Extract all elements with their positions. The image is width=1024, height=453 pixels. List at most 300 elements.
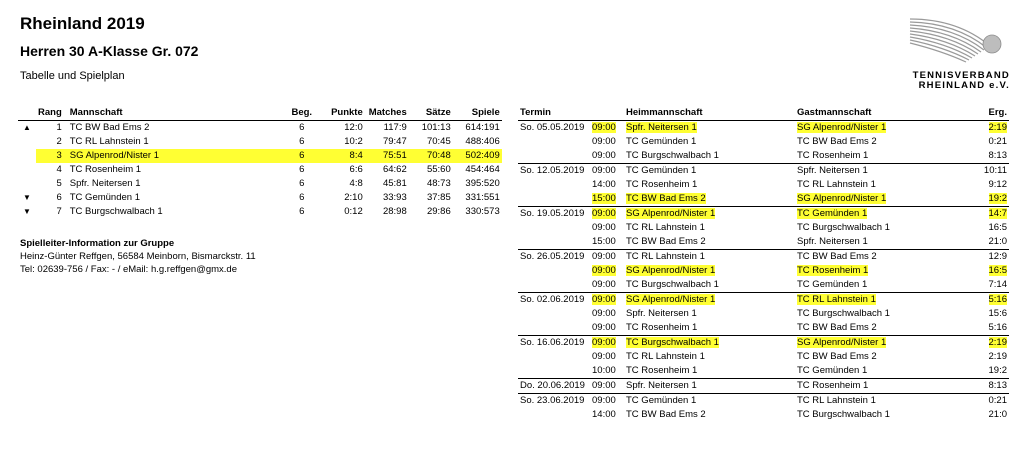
schedule-row <box>518 221 1009 235</box>
time-text: 15:00 <box>592 236 616 247</box>
home-team-text: TC Burgschwalbach 1 <box>626 337 719 348</box>
time-cell <box>590 264 620 278</box>
schedule-row <box>518 379 1009 394</box>
time-text: 14:00 <box>592 409 616 420</box>
guest-team-text: TC RL Lahnstein 1 <box>797 179 876 190</box>
result-text: 16:5 <box>988 265 1007 276</box>
date-cell: So. 23.06.2019 <box>518 394 590 409</box>
schedule-row <box>518 321 1009 336</box>
guest-team-cell <box>795 293 967 308</box>
result-text: 21:0 <box>988 409 1007 420</box>
spiele-header: Spiele <box>453 106 502 121</box>
schedule-row <box>518 207 1009 222</box>
punkte-cell: 2:10 <box>344 192 363 203</box>
date-cell <box>518 178 590 192</box>
punkte-header: Punkte <box>317 106 365 121</box>
rang-header: Rang <box>36 106 64 121</box>
guest-team-cell <box>795 336 967 351</box>
guest-team-text: TC Rosenheim 1 <box>797 380 869 391</box>
time-text: 10:00 <box>592 365 616 376</box>
date-cell: So. 05.05.2019 <box>518 121 590 136</box>
time-cell <box>590 379 620 394</box>
home-team-cell <box>620 278 795 293</box>
logo-text <box>902 71 1010 91</box>
standings-row <box>18 205 502 219</box>
standings-row <box>18 135 502 149</box>
time-cell <box>590 364 620 379</box>
result-text: 2:19 <box>988 337 1007 348</box>
arrow-cell <box>18 135 36 149</box>
home-team-cell <box>620 408 795 422</box>
time-text: 09:00 <box>592 208 616 219</box>
time-cell <box>590 149 620 164</box>
guest-team-text: SG Alpenrod/Nister 1 <box>797 337 887 348</box>
result-text: 2:19 <box>988 351 1007 362</box>
result-text: 9:12 <box>988 179 1007 190</box>
team-cell: TC RL Lahnstein 1 <box>69 136 149 147</box>
guest-team-text: TC Gemünden 1 <box>797 279 868 290</box>
matches-cell: 79:47 <box>382 136 407 147</box>
time-cell <box>590 307 620 321</box>
home-team-text: TC Burgschwalbach 1 <box>626 150 719 161</box>
guest-team-cell <box>795 221 967 235</box>
time-text: 09:00 <box>592 351 616 362</box>
schedule-row <box>518 293 1009 308</box>
guest-team-cell <box>795 192 967 207</box>
schedule-row <box>518 121 1009 136</box>
result-cell <box>967 250 1009 265</box>
guest-team-cell <box>795 250 967 265</box>
matches-cell: 64:62 <box>382 164 407 175</box>
result-cell <box>967 307 1009 321</box>
schedule-row <box>518 235 1009 250</box>
contact-heading: Spielleiter-Information zur Gruppe <box>20 238 175 249</box>
guest-team-text: TC Gemünden 1 <box>797 208 868 219</box>
date-cell <box>518 408 590 422</box>
result-cell <box>967 264 1009 278</box>
logo-line2: RHEINLAND e.V. <box>918 80 1010 91</box>
arrow-cell <box>18 163 36 177</box>
time-cell <box>590 336 620 351</box>
time-cell <box>590 221 620 235</box>
punkte-cell: 12:0 <box>344 122 363 133</box>
home-team-cell <box>620 149 795 164</box>
saetze-cell: 55:60 <box>426 164 451 175</box>
date-cell <box>518 192 590 207</box>
home-team-cell <box>620 350 795 364</box>
home-team-cell <box>620 178 795 192</box>
date-cell: So. 02.06.2019 <box>518 293 590 308</box>
time-cell <box>590 121 620 136</box>
saetze-cell: 101:13 <box>421 122 451 133</box>
time-text: 09:00 <box>592 395 616 406</box>
guest-team-text: SG Alpenrod/Nister 1 <box>797 193 887 204</box>
matches-cell: 75:51 <box>365 149 409 163</box>
guest-team-cell <box>795 121 967 136</box>
contact-info <box>20 237 256 276</box>
guest-team-cell <box>795 364 967 379</box>
down-arrow-icon: ▼ <box>23 207 31 216</box>
matches-cell: 45:81 <box>382 178 407 189</box>
standings-row <box>18 177 502 191</box>
schedule-row <box>518 264 1009 278</box>
result-cell <box>967 149 1009 164</box>
guest-team-text: Spfr. Neitersen 1 <box>797 236 868 247</box>
date-cell: So. 16.06.2019 <box>518 336 590 351</box>
rang-cell: 3 <box>36 149 64 163</box>
guest-team-cell <box>795 307 967 321</box>
home-team-text: TC Gemünden 1 <box>626 165 697 176</box>
group-title: Herren 30 A-Klasse Gr. 072 <box>20 43 199 59</box>
home-team-text: TC Gemünden 1 <box>626 395 697 406</box>
home-team-cell <box>620 264 795 278</box>
time-text: 09:00 <box>592 279 616 290</box>
date-cell <box>518 235 590 250</box>
time-cell <box>590 250 620 265</box>
schedule-row <box>518 394 1009 409</box>
home-team-cell <box>620 364 795 379</box>
spiele-cell: 395:520 <box>465 178 500 189</box>
time-text: 09:00 <box>592 322 616 333</box>
home-team-text: TC RL Lahnstein 1 <box>626 222 705 233</box>
rang-cell: 7 <box>56 206 62 217</box>
time-text: 09:00 <box>592 222 616 233</box>
rang-cell: 6 <box>56 192 62 203</box>
result-text: 21:0 <box>988 236 1007 247</box>
schedule-row <box>518 278 1009 293</box>
arrow-header <box>18 106 36 121</box>
date-cell: Do. 20.06.2019 <box>518 379 590 394</box>
time-text: 09:00 <box>592 265 616 276</box>
schedule-row <box>518 250 1009 265</box>
arrow-cell <box>18 177 36 191</box>
matches-cell: 117:9 <box>383 122 407 133</box>
schedule-row <box>518 178 1009 192</box>
date-cell <box>518 350 590 364</box>
schedule-row <box>518 307 1009 321</box>
guest-team-text: SG Alpenrod/Nister 1 <box>797 122 887 133</box>
date-cell: So. 12.05.2019 <box>518 164 590 179</box>
schedule-row <box>518 350 1009 364</box>
home-team-cell <box>620 135 795 149</box>
schedule-table <box>518 106 1009 422</box>
result-cell <box>967 364 1009 379</box>
spiele-cell: 330:573 <box>465 206 500 217</box>
result-text: 8:13 <box>988 150 1007 161</box>
punkte-cell: 8:4 <box>317 149 365 163</box>
home-team-text: TC BW Bad Ems 2 <box>626 409 706 420</box>
result-text: 5:16 <box>988 322 1007 333</box>
home-team-text: TC BW Bad Ems 2 <box>626 193 706 204</box>
date-cell: So. 26.05.2019 <box>518 250 590 265</box>
page-subtitle: Tabelle und Spielplan <box>20 70 125 82</box>
standings-row <box>18 121 502 136</box>
home-team-text: Spfr. Neitersen 1 <box>626 122 697 133</box>
result-cell <box>967 178 1009 192</box>
time-text: 09:00 <box>592 122 616 133</box>
time-text: 09:00 <box>592 165 616 176</box>
result-text: 14:7 <box>988 208 1007 219</box>
result-cell <box>967 293 1009 308</box>
guest-team-cell <box>795 278 967 293</box>
spiele-cell: 488:406 <box>465 136 500 147</box>
result-cell <box>967 379 1009 394</box>
gast-header: Gastmannschaft <box>795 106 967 121</box>
home-team-text: TC Burgschwalbach 1 <box>626 279 719 290</box>
contact-phone-email: Tel: 02639-756 / Fax: - / eMail: h.g.reffgen@gmx.de <box>20 264 237 275</box>
team-cell: TC BW Bad Ems 2 <box>69 122 150 133</box>
guest-team-cell <box>795 379 967 394</box>
time-text: 09:00 <box>592 251 616 262</box>
date-cell <box>518 321 590 336</box>
result-cell <box>967 278 1009 293</box>
guest-team-text: Spfr. Neitersen 1 <box>797 165 868 176</box>
home-team-text: TC RL Lahnstein 1 <box>626 351 705 362</box>
home-team-cell <box>620 207 795 222</box>
result-text: 19:2 <box>988 365 1007 376</box>
guest-team-cell <box>795 135 967 149</box>
beg-cell: 6 <box>299 192 305 203</box>
result-text: 15:6 <box>988 308 1007 319</box>
home-team-cell <box>620 307 795 321</box>
time-cell <box>590 192 620 207</box>
rang-cell: 4 <box>56 164 62 175</box>
home-team-text: TC BW Bad Ems 2 <box>626 236 706 247</box>
time-text: 09:00 <box>592 308 616 319</box>
guest-team-text: TC RL Lahnstein 1 <box>797 294 876 305</box>
down-arrow-icon: ▼ <box>23 193 31 202</box>
termin-header: Termin <box>518 106 590 121</box>
home-team-cell <box>620 164 795 179</box>
date-cell: So. 19.05.2019 <box>518 207 590 222</box>
saetze-cell: 48:73 <box>426 178 451 189</box>
guest-team-cell <box>795 394 967 409</box>
guest-team-text: TC Burgschwalbach 1 <box>797 409 890 420</box>
schedule-header-row <box>518 106 1009 121</box>
result-text: 16:5 <box>988 222 1007 233</box>
guest-team-cell <box>795 235 967 250</box>
guest-team-cell <box>795 321 967 336</box>
result-text: 7:14 <box>988 279 1007 290</box>
guest-team-cell <box>795 207 967 222</box>
team-cell: TC Burgschwalbach 1 <box>69 206 163 217</box>
result-cell <box>967 135 1009 149</box>
home-team-cell <box>620 379 795 394</box>
standings-table <box>18 106 502 219</box>
team-header: Mannschaft <box>64 106 287 121</box>
date-cell <box>518 364 590 379</box>
home-team-text: TC Gemünden 1 <box>626 136 697 147</box>
punkte-cell: 10:2 <box>344 136 363 147</box>
home-team-text: TC RL Lahnstein 1 <box>626 251 705 262</box>
home-team-text: SG Alpenrod/Nister 1 <box>626 265 716 276</box>
time-text: 09:00 <box>592 337 616 348</box>
contact-address: Heinz-Günter Reffgen, 56584 Meinborn, Bismarckstr. 11 <box>20 251 256 262</box>
schedule-row <box>518 192 1009 207</box>
home-team-cell <box>620 336 795 351</box>
heim-header: Heimmannschaft <box>620 106 795 121</box>
team-cell: Spfr. Neitersen 1 <box>69 178 141 189</box>
guest-team-text: TC BW Bad Ems 2 <box>797 136 877 147</box>
time-cell <box>590 350 620 364</box>
standings-row <box>18 163 502 177</box>
result-text: 2:19 <box>988 122 1007 133</box>
time-text: 09:00 <box>592 136 616 147</box>
home-team-cell <box>620 221 795 235</box>
guest-team-cell <box>795 408 967 422</box>
home-team-cell <box>620 394 795 409</box>
up-arrow-icon: ▲ <box>23 123 31 132</box>
home-team-text: SG Alpenrod/Nister 1 <box>626 208 716 219</box>
matches-cell: 33:93 <box>382 192 407 203</box>
beg-cell: 6 <box>299 178 305 189</box>
result-text: 12:9 <box>988 251 1007 262</box>
standings-header-row <box>18 106 502 121</box>
spiele-cell: 614:191 <box>465 122 500 133</box>
arrow-cell <box>18 149 36 163</box>
result-text: 8:13 <box>988 380 1007 391</box>
time-text: 15:00 <box>592 193 616 204</box>
saetze-cell: 37:85 <box>426 192 451 203</box>
date-cell <box>518 135 590 149</box>
beg-cell: 6 <box>299 136 305 147</box>
result-cell <box>967 192 1009 207</box>
guest-team-text: TC Rosenheim 1 <box>797 150 869 161</box>
guest-team-text: TC Burgschwalbach 1 <box>797 308 890 319</box>
date-cell <box>518 307 590 321</box>
time-cell <box>590 278 620 293</box>
result-cell <box>967 350 1009 364</box>
home-team-text: SG Alpenrod/Nister 1 <box>626 294 716 305</box>
team-cell: TC Gemünden 1 <box>69 192 140 203</box>
punkte-cell: 0:12 <box>344 206 363 217</box>
time-text: 14:00 <box>592 179 616 190</box>
standings-row <box>18 149 502 163</box>
spiele-cell: 331:551 <box>465 192 500 203</box>
date-cell <box>518 149 590 164</box>
punkte-cell: 4:8 <box>349 178 363 189</box>
guest-team-cell <box>795 178 967 192</box>
guest-team-text: TC BW Bad Ems 2 <box>797 251 877 262</box>
time-text: 09:00 <box>592 294 616 305</box>
date-cell <box>518 221 590 235</box>
punkte-cell: 6:6 <box>349 164 363 175</box>
time-cell <box>590 235 620 250</box>
time-text: 09:00 <box>592 150 616 161</box>
standings-row <box>18 191 502 205</box>
logo-line1: TENNISVERBAND <box>912 70 1010 81</box>
date-cell <box>518 264 590 278</box>
saetze-header: Sätze <box>409 106 453 121</box>
result-text: 19:2 <box>988 193 1007 204</box>
home-team-text: TC Rosenheim 1 <box>626 322 698 333</box>
guest-team-text: TC Burgschwalbach 1 <box>797 222 890 233</box>
guest-team-text: TC Gemünden 1 <box>797 365 868 376</box>
time-cell <box>590 164 620 179</box>
time-cell <box>590 207 620 222</box>
home-team-cell <box>620 121 795 136</box>
schedule-row <box>518 336 1009 351</box>
saetze-cell: 70:48 <box>409 149 453 163</box>
result-cell <box>967 321 1009 336</box>
matches-header: Matches <box>365 106 409 121</box>
guest-team-cell <box>795 164 967 179</box>
beg-cell: 6 <box>299 206 305 217</box>
rang-cell: 2 <box>56 136 62 147</box>
home-team-cell <box>620 250 795 265</box>
schedule-row <box>518 149 1009 164</box>
date-cell <box>518 278 590 293</box>
team-cell: TC Rosenheim 1 <box>69 164 142 175</box>
schedule-row <box>518 408 1009 422</box>
home-team-cell <box>620 235 795 250</box>
result-cell <box>967 164 1009 179</box>
result-cell <box>967 207 1009 222</box>
result-cell <box>967 336 1009 351</box>
saetze-cell: 70:45 <box>426 136 451 147</box>
erg-header: Erg. <box>967 106 1009 121</box>
saetze-cell: 29:86 <box>426 206 451 217</box>
home-team-text: Spfr. Neitersen 1 <box>626 308 697 319</box>
home-team-cell <box>620 321 795 336</box>
rang-cell: 5 <box>56 178 62 189</box>
home-team-text: TC Rosenheim 1 <box>626 365 698 376</box>
beg-cell: 6 <box>287 149 317 163</box>
matches-cell: 28:98 <box>382 206 407 217</box>
time-cell <box>590 293 620 308</box>
spiele-cell: 502:409 <box>453 149 502 163</box>
guest-team-text: TC RL Lahnstein 1 <box>797 395 876 406</box>
result-cell <box>967 394 1009 409</box>
home-team-text: TC Rosenheim 1 <box>626 179 698 190</box>
page-title: Rheinland 2019 <box>20 14 145 33</box>
guest-team-text: TC BW Bad Ems 2 <box>797 351 877 362</box>
rang-cell: 1 <box>56 122 62 133</box>
guest-team-text: TC BW Bad Ems 2 <box>797 322 877 333</box>
time-cell <box>590 178 620 192</box>
time-header <box>590 106 620 121</box>
schedule-row <box>518 164 1009 179</box>
result-text: 5:16 <box>988 294 1007 305</box>
time-cell <box>590 135 620 149</box>
beg-header: Beg. <box>287 106 317 121</box>
result-text: 0:21 <box>988 136 1007 147</box>
result-cell <box>967 221 1009 235</box>
guest-team-text: TC Rosenheim 1 <box>797 265 869 276</box>
home-team-text: Spfr. Neitersen 1 <box>626 380 697 391</box>
time-cell <box>590 394 620 409</box>
guest-team-cell <box>795 350 967 364</box>
result-cell <box>967 408 1009 422</box>
time-text: 09:00 <box>592 380 616 391</box>
team-cell: SG Alpenrod/Nister 1 <box>64 149 287 163</box>
schedule-row <box>518 364 1009 379</box>
result-text: 10:11 <box>983 165 1007 176</box>
beg-cell: 6 <box>299 122 305 133</box>
result-text: 0:21 <box>988 395 1007 406</box>
result-cell <box>967 121 1009 136</box>
guest-team-cell <box>795 149 967 164</box>
time-cell <box>590 321 620 336</box>
beg-cell: 6 <box>299 164 305 175</box>
guest-team-cell <box>795 264 967 278</box>
home-team-cell <box>620 192 795 207</box>
time-cell <box>590 408 620 422</box>
result-cell <box>967 235 1009 250</box>
spiele-cell: 454:464 <box>465 164 500 175</box>
schedule-row <box>518 135 1009 149</box>
home-team-cell <box>620 293 795 308</box>
